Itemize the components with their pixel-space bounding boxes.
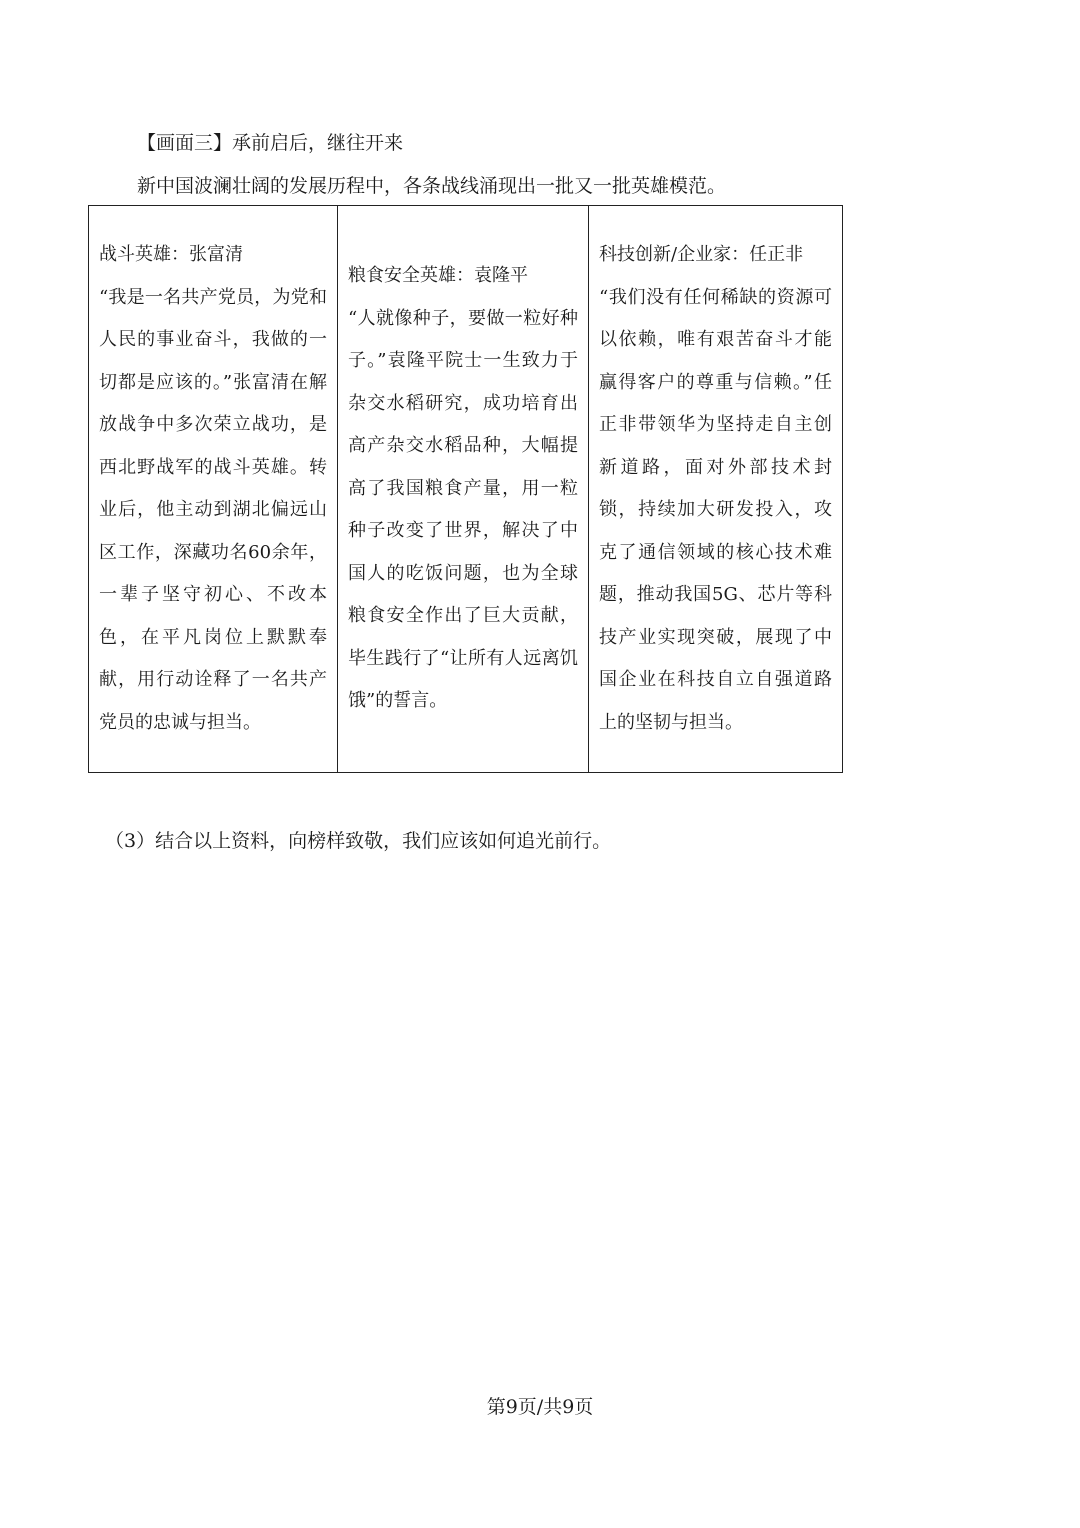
page-footer: 第9页/共9页 (486, 1396, 594, 1418)
hero-title: 粮食安全英雄：袁隆平 (348, 265, 528, 287)
intro-paragraph: 新中国波澜壮阔的发展历程中，各条战线涌现出一批又一批英雄模范。 (137, 175, 727, 197)
section-heading: 【画面三】承前启后，继往开来 (137, 132, 404, 154)
hero-cell-ren-zhengfei (589, 206, 843, 773)
hero-quote: “我们没有任何稀缺的资源可以依赖，唯有艰苦奋斗才能赢得客户的尊重与信赖。” (599, 286, 832, 393)
hero-quote: “人就像种子，要做一粒好种子。” (348, 307, 578, 372)
hero-description: 任正非带领华为坚持走自主创新道路，面对外部技术封锁，持续加大研发投入，攻克了通信领域的核心技术难题，推动我国5G、芯片等科技产业实现突破，展现了中国企业在科技自立自强道路上的坚韧与担当。 (599, 371, 833, 733)
hero-title: 科技创新/企业家：任正非 (599, 244, 804, 265)
table-row (89, 206, 843, 773)
question-text: （3）结合以上资料，向榜样致敬，我们应该如何追光前行。 (105, 830, 612, 852)
hero-description: 张富清在解放战争中多次荣立战功，是西北野战军的战斗英雄。转业后，他主动到湖北偏远山区工作，深藏功名60余年，一辈子坚守初心、不改本色，在平凡岗位上默默奉献，用行动诠释了一名共产党员的忠诚与担当。 (99, 371, 328, 733)
hero-title: 战斗英雄：张富清 (99, 244, 243, 265)
heroes-table (88, 205, 843, 773)
hero-quote: “我是一名共产党员，为党和人民的事业奋斗，我做的一切都是应该的。” (99, 286, 327, 393)
hero-cell-yuan-longping (338, 206, 589, 773)
hero-description: 袁隆平院士一生致力于杂交水稻研究，成功培育出高产杂交水稻品种，大幅提高了我国粮食产量，用一粒种子改变了世界，解决了中国人的吃饭问题，也为全球粮食安全作出了巨大贡献，毕生践行了“让所有人远离饥饿”的誓言。 (348, 350, 579, 712)
hero-cell-zhang-fuqing (89, 206, 338, 773)
